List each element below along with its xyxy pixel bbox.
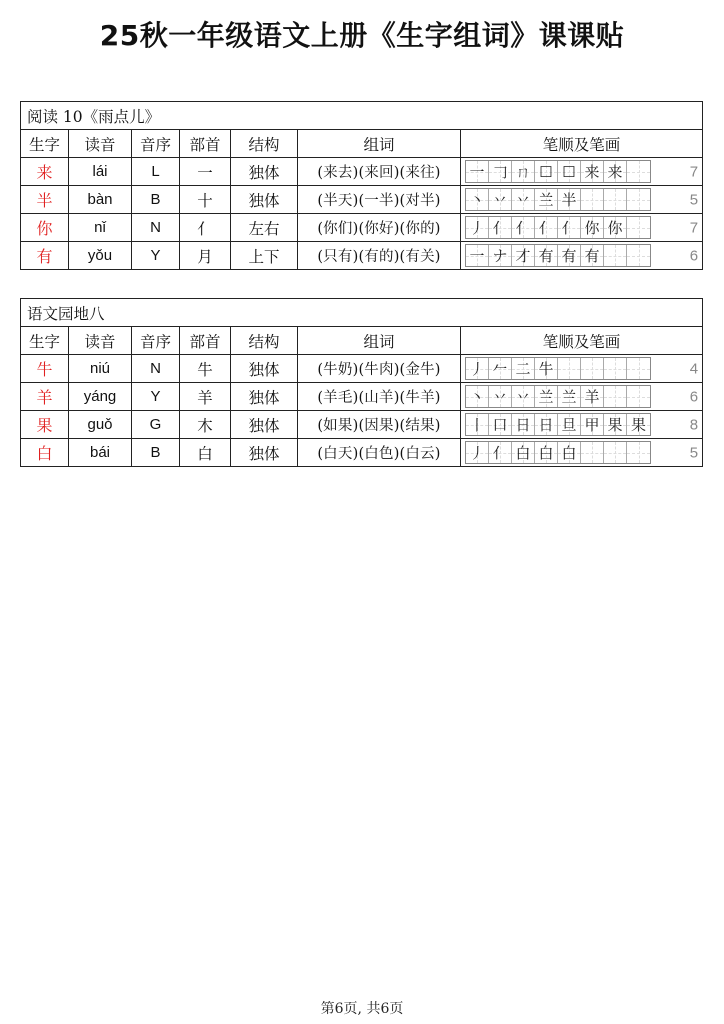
- words-cell: (白天)(白色)(白云): [298, 439, 461, 467]
- structure-cell: 独体: [231, 158, 298, 186]
- stroke-step: ㄇ: [515, 163, 531, 181]
- stroke-count: 4: [689, 360, 699, 377]
- pinyin-cell: yáng: [69, 383, 132, 411]
- header-order: 音序: [132, 130, 180, 158]
- order-cell: G: [132, 411, 180, 439]
- stroke-step: 白: [538, 444, 554, 462]
- order-cell: N: [132, 355, 180, 383]
- char-cell: 白: [21, 439, 69, 467]
- header-radical: 部首: [180, 327, 231, 355]
- order-cell: B: [132, 186, 180, 214]
- stroke-box: [535, 386, 558, 407]
- stroke-step: 亻: [492, 219, 508, 237]
- pinyin-cell: niú: [69, 355, 132, 383]
- structure-cell: 独体: [231, 439, 298, 467]
- stroke-step: 果: [630, 416, 646, 434]
- words-cell: (半天)(一半)(对半): [298, 186, 461, 214]
- stroke-box: [466, 358, 489, 379]
- header-row: [21, 130, 703, 158]
- vocab-table-1: [20, 101, 703, 270]
- stroke-box: [604, 217, 627, 238]
- stroke-step: 日: [538, 416, 554, 434]
- stroke-step: 丿: [469, 219, 485, 237]
- stroke-box: [512, 189, 535, 210]
- order-cell: Y: [132, 383, 180, 411]
- stroke-box: [627, 358, 650, 379]
- stroke-step: 亻: [561, 219, 577, 237]
- stroke-box: [466, 245, 489, 266]
- header-strokes: 笔顺及笔画: [461, 327, 703, 355]
- header-pinyin: 读音: [69, 130, 132, 158]
- order-cell: B: [132, 439, 180, 467]
- stroke-step: 日: [515, 416, 531, 434]
- section-title: 阅读 10《雨点儿》: [21, 102, 703, 130]
- header-words: 组词: [298, 130, 461, 158]
- stroke-step: 羊: [584, 388, 600, 406]
- stroke-step: 亻: [492, 444, 508, 462]
- stroke-box: [581, 442, 604, 463]
- structure-cell: 左右: [231, 214, 298, 242]
- stroke-count: 6: [689, 388, 699, 405]
- pinyin-cell: yǒu: [69, 242, 132, 270]
- words-cell: (牛奶)(牛肉)(金牛): [298, 355, 461, 383]
- structure-cell: 独体: [231, 355, 298, 383]
- stroke-box: [581, 414, 604, 435]
- stroke-box: [512, 161, 535, 182]
- stroke-box: [489, 386, 512, 407]
- stroke-grid: [465, 216, 651, 239]
- stroke-box: [535, 442, 558, 463]
- stroke-box: [512, 217, 535, 238]
- stroke-step: 口: [492, 416, 508, 434]
- words-cell: (你们)(你好)(你的): [298, 214, 461, 242]
- stroke-box: [581, 189, 604, 210]
- strokes-cell: [461, 158, 703, 186]
- stroke-box: [627, 442, 650, 463]
- stroke-box: [512, 386, 535, 407]
- stroke-grid: [465, 385, 651, 408]
- stroke-box: [558, 161, 581, 182]
- stroke-box: [466, 189, 489, 210]
- stroke-box: [604, 245, 627, 266]
- stroke-box: [558, 386, 581, 407]
- char-cell: 果: [21, 411, 69, 439]
- stroke-step: 你: [584, 219, 600, 237]
- stroke-box: [558, 189, 581, 210]
- stroke-box: [627, 245, 650, 266]
- stroke-step: 兰: [538, 191, 554, 209]
- stroke-step: 有: [538, 247, 554, 265]
- radical-cell: 牛: [180, 355, 231, 383]
- stroke-step: 亻: [538, 219, 554, 237]
- strokes-cell: [461, 214, 703, 242]
- stroke-count: 5: [689, 191, 699, 208]
- stroke-grid: [465, 188, 651, 211]
- stroke-step: ナ: [492, 247, 508, 265]
- stroke-box: [581, 217, 604, 238]
- stroke-step: 𠂉: [492, 360, 508, 378]
- stroke-box: [489, 189, 512, 210]
- stroke-step: 白: [561, 444, 577, 462]
- stroke-step: 你: [607, 219, 623, 237]
- table-row: [21, 411, 703, 439]
- stroke-box: [604, 189, 627, 210]
- table-row: [21, 242, 703, 270]
- char-cell: 牛: [21, 355, 69, 383]
- char-cell: 你: [21, 214, 69, 242]
- header-row: [21, 327, 703, 355]
- strokes-cell: [461, 439, 703, 467]
- stroke-box: [535, 245, 558, 266]
- stroke-box: [627, 414, 650, 435]
- stroke-box: [512, 414, 535, 435]
- strokes-cell: [461, 383, 703, 411]
- structure-cell: 独体: [231, 186, 298, 214]
- stroke-count: 8: [689, 416, 699, 433]
- stroke-step: 来: [584, 163, 600, 181]
- stroke-step: 丶: [469, 388, 485, 406]
- stroke-step: 甲: [584, 416, 600, 434]
- stroke-box: [489, 358, 512, 379]
- stroke-grid: [465, 413, 651, 436]
- stroke-box: [489, 217, 512, 238]
- stroke-box: [466, 414, 489, 435]
- stroke-box: [558, 358, 581, 379]
- stroke-box: [604, 442, 627, 463]
- stroke-box: [535, 358, 558, 379]
- words-cell: (只有)(有的)(有关): [298, 242, 461, 270]
- stroke-step: 有: [584, 247, 600, 265]
- stroke-count: 7: [689, 219, 699, 236]
- stroke-box: [535, 414, 558, 435]
- stroke-box: [627, 386, 650, 407]
- table-row: [21, 158, 703, 186]
- pinyin-cell: lái: [69, 158, 132, 186]
- stroke-step: 丷: [515, 191, 531, 209]
- section-title: 语文园地八: [21, 299, 703, 327]
- stroke-count: 6: [689, 247, 699, 264]
- structure-cell: 上下: [231, 242, 298, 270]
- stroke-box: [558, 245, 581, 266]
- words-cell: (羊毛)(山羊)(牛羊): [298, 383, 461, 411]
- stroke-step: 亻: [515, 219, 531, 237]
- stroke-step: 丷: [492, 388, 508, 406]
- table-row: [21, 383, 703, 411]
- stroke-step: 丿: [469, 360, 485, 378]
- pinyin-cell: nǐ: [69, 214, 132, 242]
- order-cell: N: [132, 214, 180, 242]
- radical-cell: 亻: [180, 214, 231, 242]
- stroke-step: 一: [469, 247, 485, 265]
- radical-cell: 羊: [180, 383, 231, 411]
- stroke-step: 旦: [561, 416, 577, 434]
- strokes-cell: [461, 186, 703, 214]
- stroke-box: [581, 245, 604, 266]
- table-row: [21, 214, 703, 242]
- stroke-grid: [465, 441, 651, 464]
- stroke-box: [535, 189, 558, 210]
- page-title: 25秋一年级语文上册《生字组词》课课贴: [99, 19, 625, 52]
- vocab-table-2: [20, 298, 703, 467]
- stroke-box: [581, 386, 604, 407]
- stroke-box: [535, 217, 558, 238]
- stroke-step: 丿: [469, 444, 485, 462]
- section-reading-10: [20, 101, 702, 270]
- stroke-box: [512, 358, 535, 379]
- stroke-box: [627, 189, 650, 210]
- page-footer: 第6页, 共6页: [320, 1001, 404, 1017]
- stroke-box: [512, 442, 535, 463]
- stroke-box: [466, 386, 489, 407]
- pinyin-cell: guǒ: [69, 411, 132, 439]
- stroke-box: [489, 245, 512, 266]
- strokes-cell: [461, 411, 703, 439]
- stroke-box: [558, 442, 581, 463]
- header-strokes: 笔顺及笔画: [461, 130, 703, 158]
- stroke-step: 兰: [538, 388, 554, 406]
- stroke-step: ☐: [562, 162, 576, 181]
- radical-cell: 一: [180, 158, 231, 186]
- header-char: 生字: [21, 327, 69, 355]
- structure-cell: 独体: [231, 411, 298, 439]
- stroke-box: [558, 217, 581, 238]
- header-structure: 结构: [231, 327, 298, 355]
- stroke-box: [512, 245, 535, 266]
- stroke-box: [604, 386, 627, 407]
- stroke-step: 丶: [469, 191, 485, 209]
- stroke-step: 果: [607, 416, 623, 434]
- stroke-step: 有: [561, 247, 577, 265]
- stroke-box: [489, 442, 512, 463]
- stroke-box: [558, 414, 581, 435]
- stroke-step: 兰: [561, 388, 577, 406]
- words-cell: (如果)(因果)(结果): [298, 411, 461, 439]
- stroke-box: [604, 161, 627, 182]
- header-char: 生字: [21, 130, 69, 158]
- stroke-box: [604, 358, 627, 379]
- radical-cell: 月: [180, 242, 231, 270]
- order-cell: L: [132, 158, 180, 186]
- stroke-step: ☐: [539, 162, 553, 181]
- stroke-step: 二: [515, 360, 531, 378]
- stroke-step: 一: [469, 163, 485, 181]
- stroke-box: [627, 217, 650, 238]
- stroke-box: [627, 161, 650, 182]
- stroke-box: [581, 161, 604, 182]
- table-row: [21, 186, 703, 214]
- header-pinyin: 读音: [69, 327, 132, 355]
- stroke-step: 半: [561, 191, 577, 209]
- pinyin-cell: bái: [69, 439, 132, 467]
- stroke-step: 𠃌: [492, 163, 508, 181]
- stroke-count: 5: [689, 444, 699, 461]
- stroke-grid: [465, 244, 651, 267]
- header-structure: 结构: [231, 130, 298, 158]
- stroke-step: 来: [607, 163, 623, 181]
- char-cell: 羊: [21, 383, 69, 411]
- char-cell: 来: [21, 158, 69, 186]
- stroke-box: [466, 161, 489, 182]
- stroke-box: [489, 161, 512, 182]
- radical-cell: 木: [180, 411, 231, 439]
- stroke-step: 丷: [492, 191, 508, 209]
- table-row: [21, 439, 703, 467]
- stroke-step: 丨: [469, 416, 485, 434]
- stroke-grid: [465, 357, 651, 380]
- stroke-box: [581, 358, 604, 379]
- stroke-step: 白: [515, 444, 531, 462]
- header-order: 音序: [132, 327, 180, 355]
- pinyin-cell: bàn: [69, 186, 132, 214]
- stroke-grid: [465, 160, 651, 183]
- stroke-box: [466, 217, 489, 238]
- stroke-count: 7: [689, 163, 699, 180]
- stroke-step: 丷: [515, 388, 531, 406]
- header-words: 组词: [298, 327, 461, 355]
- char-cell: 半: [21, 186, 69, 214]
- structure-cell: 独体: [231, 383, 298, 411]
- stroke-step: 才: [515, 247, 531, 265]
- table-row: [21, 355, 703, 383]
- words-cell: (来去)(来回)(来往): [298, 158, 461, 186]
- stroke-box: [489, 414, 512, 435]
- header-radical: 部首: [180, 130, 231, 158]
- radical-cell: 十: [180, 186, 231, 214]
- stroke-box: [466, 442, 489, 463]
- strokes-cell: [461, 242, 703, 270]
- stroke-step: 牛: [538, 360, 554, 378]
- strokes-cell: [461, 355, 703, 383]
- order-cell: Y: [132, 242, 180, 270]
- section-garden-8: [20, 298, 702, 467]
- stroke-box: [535, 161, 558, 182]
- radical-cell: 白: [180, 439, 231, 467]
- stroke-box: [604, 414, 627, 435]
- char-cell: 有: [21, 242, 69, 270]
